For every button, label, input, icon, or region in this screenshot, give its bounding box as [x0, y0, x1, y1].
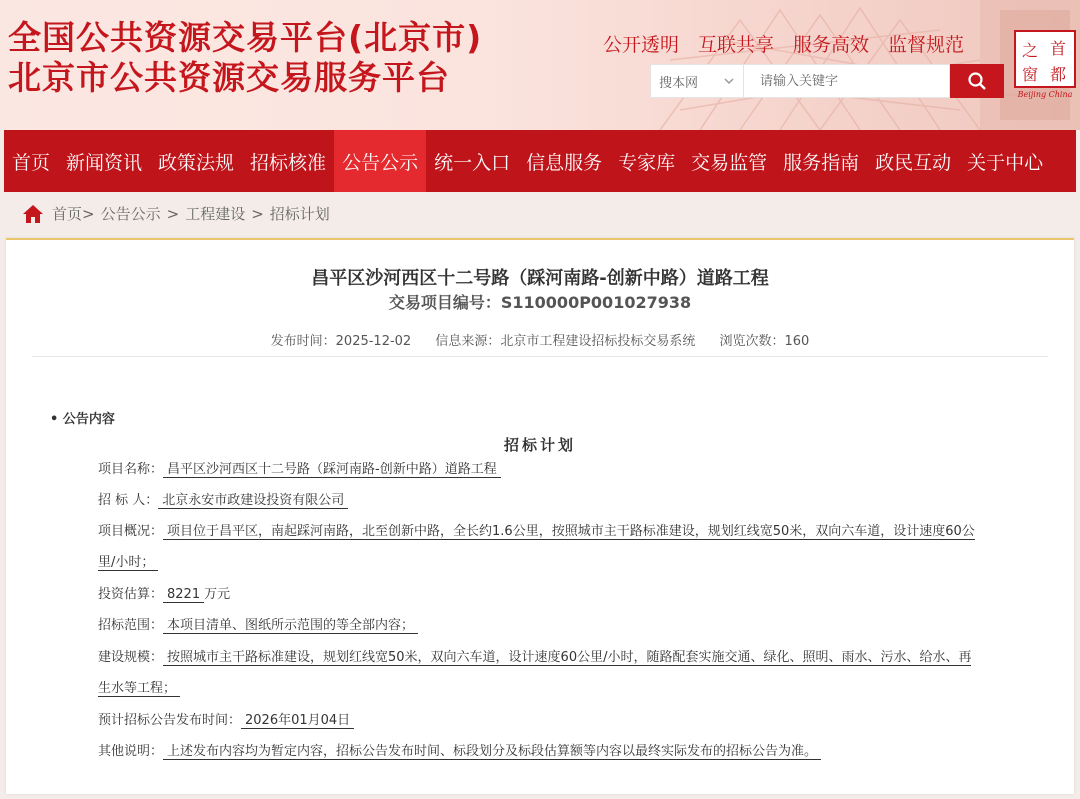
field-label: 项目概况： [98, 524, 164, 539]
field-label: 投资估算： [98, 587, 164, 602]
nav-item-supervision[interactable]: 交易监管 [691, 151, 768, 174]
field-value: 项目位于昌平区，南起踩河南路，北至创新中路，全长约1.6公里，按照城市主干路标准建设，规划红线宽50米，双向六车道，设计速度60公里/小时； [98, 524, 975, 570]
nav-item-policy[interactable]: 政策法规 [158, 151, 235, 174]
field-investment [98, 579, 978, 610]
slogan-item: 互联共享 [698, 34, 775, 56]
site-title-line1: 全国公共资源交易平台(北京市) [8, 18, 483, 57]
field-value: 本项目清单、图纸所示范围的等全部内容； [163, 618, 418, 634]
shoudu-zhichuang-logo[interactable] [1014, 30, 1076, 100]
breadcrumb-bid-plan[interactable]: 招标计划 [269, 205, 330, 223]
search-scope-label: 搜本网 [659, 75, 699, 91]
field-value: 2026年01月04日 [241, 713, 354, 729]
slogan-item: 公开透明 [603, 34, 680, 56]
field-value: 按照城市主干路标准建设，规划红线宽50米，双向六车道，设计速度60公里/小时，随路配套实施交通、绿化、照明、雨水、污水、给水、再生水等工程； [98, 650, 972, 696]
logo-char: 窗 [1021, 65, 1039, 84]
nav-item-interaction[interactable]: 政民互动 [875, 151, 952, 174]
publish-time: 发布时间：2025-12-02 [270, 334, 412, 349]
slogan-item: 服务高效 [793, 34, 870, 56]
nav-item-home[interactable]: 首页 [12, 151, 51, 174]
field-scope [98, 610, 978, 641]
search-icon [967, 71, 987, 91]
logo-char: 都 [1049, 65, 1067, 84]
divider [32, 356, 1048, 357]
search-input[interactable] [744, 64, 950, 98]
site-header [0, 0, 1080, 130]
nav-item-guide[interactable]: 服务指南 [783, 151, 860, 174]
article-meta [6, 330, 1074, 349]
search-button[interactable] [950, 64, 1004, 98]
project-code: 交易项目编号：S110000P001027938 [388, 293, 692, 312]
logo-char: 之 [1021, 41, 1039, 60]
field-label: 招 标 人： [98, 493, 159, 508]
nav-item-bid-approval[interactable]: 招标核准 [250, 151, 327, 174]
breadcrumb-separator: > [166, 204, 180, 223]
logo-char: 首 [1049, 39, 1067, 58]
field-value: 北京永安市政建设投资有限公司 [158, 493, 348, 509]
breadcrumb-engineering[interactable]: 工程建设 [185, 205, 246, 223]
field-suffix: 万元 [204, 587, 231, 602]
field-label: 其他说明： [98, 744, 164, 759]
field-label: 项目名称： [98, 462, 164, 477]
nav-item-announcements[interactable]: 公告公示 [334, 130, 426, 192]
search-scope-select[interactable] [650, 64, 744, 98]
field-label: 建设规模： [98, 650, 164, 665]
section-heading: • 公告内容 [50, 412, 115, 427]
nav-item-info-service[interactable]: 信息服务 [526, 151, 603, 174]
field-project-name [98, 454, 978, 485]
logo-text: Beijing China [1017, 90, 1073, 99]
info-source: 信息来源：北京市工程建设招标投标交易系统 [435, 334, 696, 349]
article-title: 昌平区沙河西区十二号路（踩河南路-创新中路）道路工程 [311, 268, 769, 289]
breadcrumb-separator: > [82, 204, 95, 223]
field-value: 8221 [163, 587, 204, 603]
breadcrumb-announcements[interactable]: 公告公示 [100, 205, 161, 223]
view-count: 浏览次数：160 [719, 334, 810, 349]
main-nav [4, 130, 1076, 192]
field-label: 招标范围： [98, 618, 164, 633]
nav-item-expert-db[interactable]: 专家库 [618, 151, 676, 174]
doc-title: 招标计划 [503, 436, 576, 454]
field-overview [98, 516, 978, 578]
slogan-item: 监督规范 [888, 34, 965, 56]
breadcrumb [22, 203, 330, 224]
slogan-bar [603, 30, 964, 57]
nav-item-news[interactable]: 新闻资讯 [66, 151, 143, 174]
breadcrumb-separator: > [251, 204, 264, 223]
breadcrumb-home[interactable]: 首页 [52, 205, 83, 223]
field-expected-date [98, 705, 978, 736]
article-panel [6, 238, 1074, 794]
field-other-notes [98, 736, 978, 767]
field-value: 上述发布内容均为暂定内容，招标公告发布时间、标段划分及标段估算额等内容以最终实际发布的招标公告为准。 [163, 744, 821, 760]
home-icon [22, 204, 44, 224]
field-value: 昌平区沙河西区十二号路（踩河南路-创新中路）道路工程 [163, 462, 501, 478]
field-tenderer [98, 485, 978, 516]
chevron-down-icon [723, 75, 735, 87]
nav-item-about[interactable]: 关于中心 [967, 151, 1044, 174]
field-label: 预计招标公告发布时间： [98, 713, 242, 728]
nav-item-unified-portal[interactable]: 统一入口 [434, 151, 511, 174]
field-construction-scale [98, 642, 978, 704]
site-title-line2: 北京市公共资源交易服务平台 [8, 58, 450, 97]
